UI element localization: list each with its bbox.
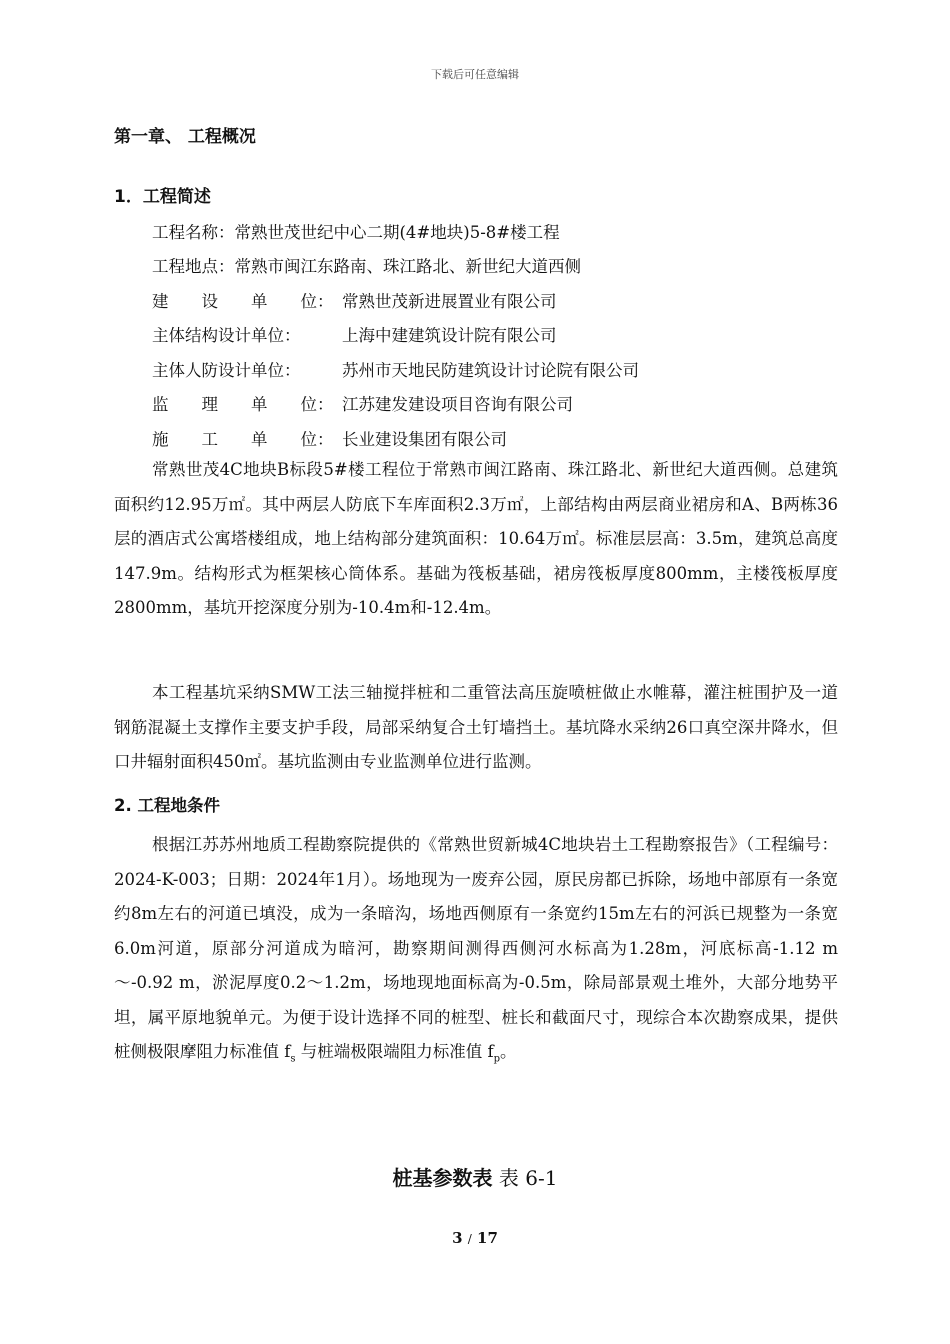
foundation-pit-paragraph: 本工程基坑采纳SMW工法三轴搅拌桩和二重管法高压旋喷桩做止水帷幕，灌注桩围护及一道钢筋混凝土支撑作主要支护手段，局部采纳复合土钉墙挡土。基坑降水采纳26口真空深井降水，但口井辐射面积450㎡。基坑监测由专业监测单位进行监测。 [114, 683, 838, 771]
site-conditions-text: 根据江苏苏州地质工程勘察院提供的《常熟世贸新城4C地块岩土工程勘察报告》（工程编号：2024-K-003；日期：2024年1月）。场地现为一废弃公园，原民房都已拆除，场地中部原有一条宽约8m左右的河道已填没，成为一条暗沟，场地西侧原有一条宽约15m左右的河浜已规整为一条宽6.0m河道，原部分河道成为暗河，勘察期间测得西侧河水标高为1.28m，河底标高-1.12 m ～-0.92 m，淤泥厚度0.2～1.2m，场地现地面标高为-0.5m，除局部景观土堆外，大部分地势平坦，属平原地貌单元。为便于设计选择不同的桩型、桩长和截面尺寸，现综合本次勘察成果，提供桩侧极限摩阻力标准值 [114, 835, 838, 1061]
owner-value: 常熟世茂新进展置业有限公司 [342, 292, 557, 311]
project-location-row [152, 253, 581, 277]
civil-defense-designer-value: 苏州市天地民防建筑设计讨论院有限公司 [342, 361, 639, 380]
civil-defense-designer-label: 主体人防设计单位： [152, 361, 301, 380]
section-2-heading: 2. 工程地条件 [114, 796, 220, 815]
project-name-row [152, 219, 560, 243]
supervisor-value: 江苏建发建设项目咨询有限公司 [342, 395, 573, 414]
owner-label: 建 设 单 位： [152, 292, 334, 311]
project-name-value: 常熟世茂世纪中心二期(4#地块)5-8#楼工程 [234, 223, 560, 242]
table-caption-number: 表 6-1 [498, 1166, 558, 1190]
civil-defense-designer-row [152, 357, 639, 381]
site-conditions-paragraph [114, 828, 838, 1077]
structure-designer-label: 主体结构设计单位： [152, 326, 301, 345]
page-number [0, 1229, 950, 1247]
section-1-heading: 1．工程简述 [114, 187, 211, 207]
page-number-slash: / [467, 1232, 472, 1246]
supervisor-label: 监 理 单 位： [152, 395, 334, 414]
contractor-value: 长业建设集团有限公司 [342, 430, 507, 449]
fp-symbol: f [487, 1042, 494, 1061]
chapter-title: 第一章、 工程概况 [114, 127, 256, 147]
table-caption-title: 桩基参数表 [392, 1166, 493, 1190]
page-header-note: 下载后可任意编辑 [431, 68, 519, 81]
fs-subscript: s [290, 1053, 296, 1065]
owner-row [152, 288, 557, 312]
project-location-label: 工程地点： [152, 257, 235, 276]
structure-designer-value: 上海中建建筑设计院有限公司 [342, 326, 557, 345]
fs-symbol: f [284, 1042, 291, 1061]
contractor-row [152, 426, 507, 450]
site-conditions-end: 。 [500, 1042, 517, 1061]
fp-subscript: p [493, 1053, 501, 1065]
site-conditions-mid: 与桩端极限端阻力标准值 [300, 1042, 483, 1061]
table-caption [0, 1162, 950, 1191]
project-description-paragraph: 常熟世茂4C地块B标段5#楼工程位于常熟市闽江路南、珠江路北、新世纪大道西侧。总建筑面积约12.95万㎡。其中两层人防底下车库面积2.3万㎡，上部结构由两层商业裙房和A、B两栋36层的酒店式公寓塔楼组成，地上结构部分建筑面积：10.64万㎡。标准层层高：3.5m，建筑总高度147.9m。结构形式为框架核心筒体系。基础为筏板基础，裙房筏板厚度800mm，主楼筏板厚度2800mm，基坑开挖深度分别为-10.4m和-12.4m。 [114, 460, 838, 617]
page-number-total: 17 [477, 1229, 498, 1247]
project-location-value: 常熟市闽江东路南、珠江路北、新世纪大道西侧 [234, 257, 581, 276]
project-name-label: 工程名称： [152, 223, 235, 242]
contractor-label: 施 工 单 位： [152, 430, 334, 449]
structure-designer-row [152, 322, 557, 346]
supervisor-row [152, 391, 573, 415]
page-number-current: 3 [452, 1229, 463, 1247]
